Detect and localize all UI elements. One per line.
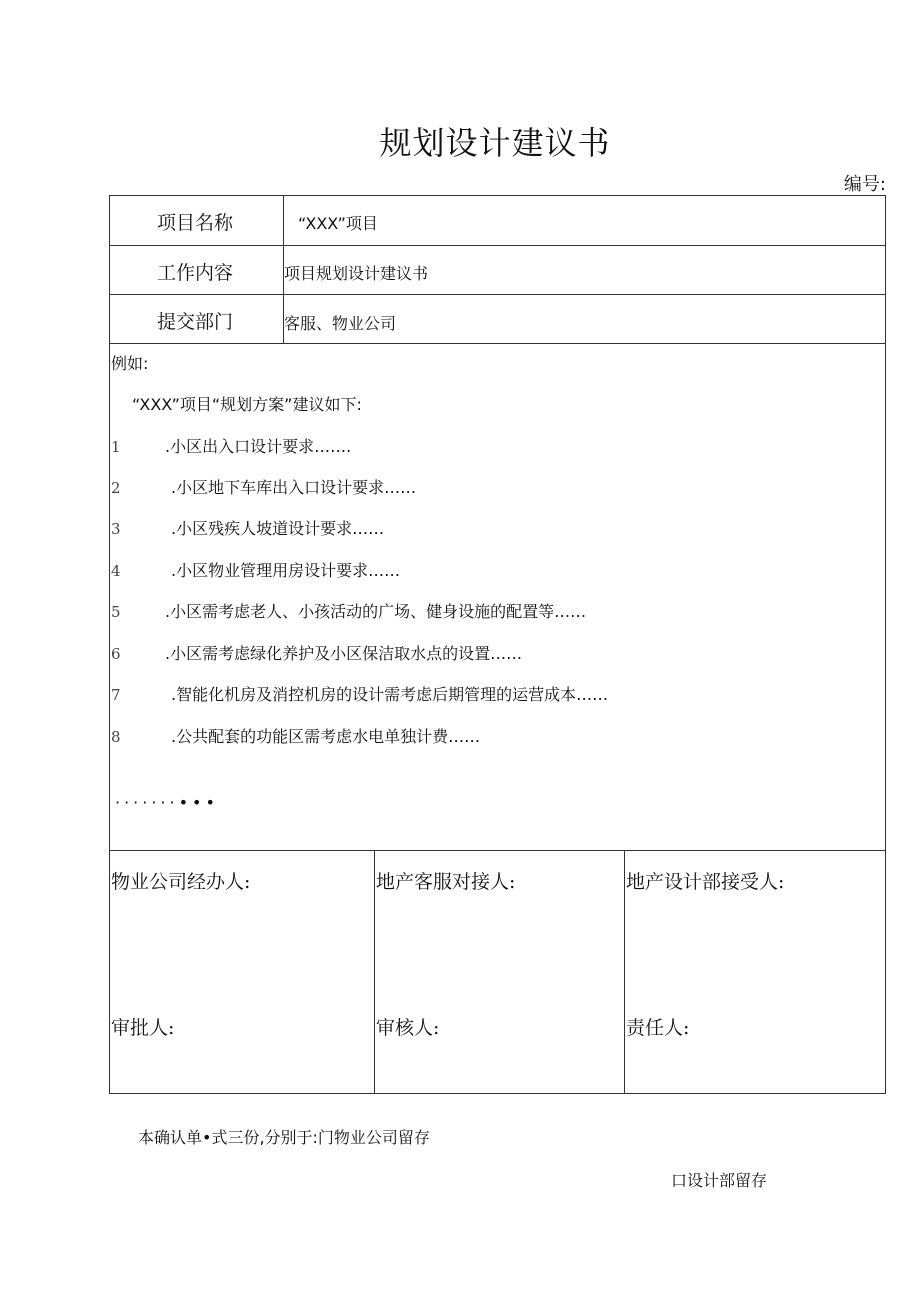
property-handler-label: 物业公司经办人: xyxy=(111,871,251,893)
list-item-number: 1 xyxy=(111,438,121,456)
list-item xyxy=(111,434,351,457)
list-item xyxy=(111,641,522,664)
list-item-text: .公共配套的功能区需考虑水电单独计费…… xyxy=(171,727,481,746)
table-border-top xyxy=(109,195,886,196)
department-value: 客服、物业公司 xyxy=(284,314,397,333)
table-border-right xyxy=(885,195,886,1094)
list-item-text: .小区物业管理用房设计要求…… xyxy=(171,561,401,580)
department-label: 提交部门 xyxy=(157,311,234,333)
example-label: 例如: xyxy=(111,354,149,373)
list-item-number: 3 xyxy=(111,520,121,538)
row-divider xyxy=(109,294,886,295)
row-divider xyxy=(109,245,886,246)
list-item-number: 2 xyxy=(111,479,121,497)
list-item-text: .小区需考虑老人、小孩活动的广场、健身设施的配置等…… xyxy=(165,602,587,621)
list-item xyxy=(111,558,400,581)
row-divider xyxy=(109,850,886,851)
serial-number-label: 编号: xyxy=(843,174,886,195)
list-item xyxy=(111,599,586,622)
list-item xyxy=(111,724,480,747)
list-item-text: .小区需考虑绿化养护及小区保洁取水点的设置…… xyxy=(165,644,523,663)
reviewer-label: 审核人: xyxy=(376,1017,440,1039)
signature-column-divider xyxy=(624,850,625,1094)
page-title: 规划设计建议书 xyxy=(379,124,611,162)
footer-design-dept-note: 口设计部留存 xyxy=(671,1171,768,1190)
list-item-text: .小区地下车库出入口设计要求…… xyxy=(171,478,417,497)
list-item-number: 5 xyxy=(111,603,121,621)
footer-copies-note: 本确认单•式三份,分别于:门物业公司留存 xyxy=(138,1128,430,1147)
list-item-number: 4 xyxy=(111,562,121,580)
list-item-text: .智能化机房及消控机房的设计需考虑后期管理的运营成本…… xyxy=(171,685,609,704)
ellipsis-dots: ·······••• xyxy=(115,793,219,812)
list-item xyxy=(111,516,384,539)
work-content-label: 工作内容 xyxy=(157,262,234,284)
list-item-number: 8 xyxy=(111,728,121,746)
list-item-text: .小区出入口设计要求……. xyxy=(165,437,352,456)
list-item-number: 7 xyxy=(111,686,121,704)
project-name-value: “XXX”项目 xyxy=(298,214,378,233)
project-name-label: 项目名称 xyxy=(157,212,234,234)
approver-label: 审批人: xyxy=(111,1017,175,1039)
signature-column-divider xyxy=(374,850,375,1094)
intro-text: “XXX”项目“规划方案”建议如下: xyxy=(132,395,362,414)
responsible-person-label: 责任人: xyxy=(626,1017,690,1039)
row-divider xyxy=(109,343,886,344)
list-item xyxy=(111,682,608,705)
list-item xyxy=(111,475,416,498)
table-border-bottom xyxy=(109,1093,886,1094)
customer-service-contact-label: 地产客服对接人: xyxy=(376,871,516,893)
list-item-number: 6 xyxy=(111,645,121,663)
table-border-left xyxy=(109,195,110,1094)
list-item-text: .小区残疾人坡道设计要求…… xyxy=(171,519,385,538)
work-content-value: 项目规划设计建议书 xyxy=(284,264,429,283)
design-dept-receiver-label: 地产设计部接受人: xyxy=(626,871,785,893)
